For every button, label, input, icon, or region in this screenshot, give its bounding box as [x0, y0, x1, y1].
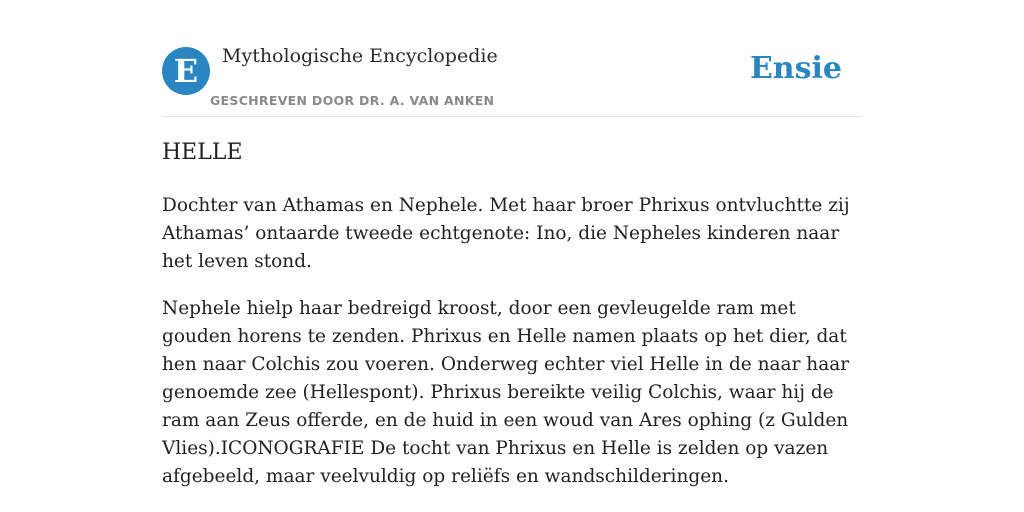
author-line: GESCHREVEN DOOR DR. A. VAN ANKEN [210, 93, 495, 108]
book-title-link[interactable]: Mythologische Encyclopedie [222, 45, 498, 67]
entry-content [162, 192, 862, 510]
brand-logo[interactable]: Ensie [749, 51, 842, 86]
entry-paragraph: Nephele hielp haar bedreigd kroost, door een gevleugelde ram met gouden horens te zenden. Phrixus en Helle namen plaats op het dier, dat hen naar Colchis zou voeren. Onderweg echter viel Helle in de naar haar genoemde zee (Hellespont). Phrixus bereikte veilig Colchis, waar hij de ram aan Zeus offerde, en de huid in een woud van Ares ophing (z Gulden Vlies).ICONOGRAFIE De tocht van Phrixus en Helle is zelden op vazen afgebeeld, maar veelvuldig op reliëfs en wandschilderingen. [162, 298, 850, 487]
encyclopedia-logo-icon[interactable]: E [162, 47, 210, 95]
entry-title: HELLE [162, 140, 243, 165]
entry-paragraph: Dochter van Athamas en Nephele. Met haar broer Phrixus ontvluchtte zij Athamas’ ontaarde tweede echtgenote: Ino, die Nepheles kinderen naar het leven stond. [162, 195, 850, 272]
header [162, 40, 862, 117]
